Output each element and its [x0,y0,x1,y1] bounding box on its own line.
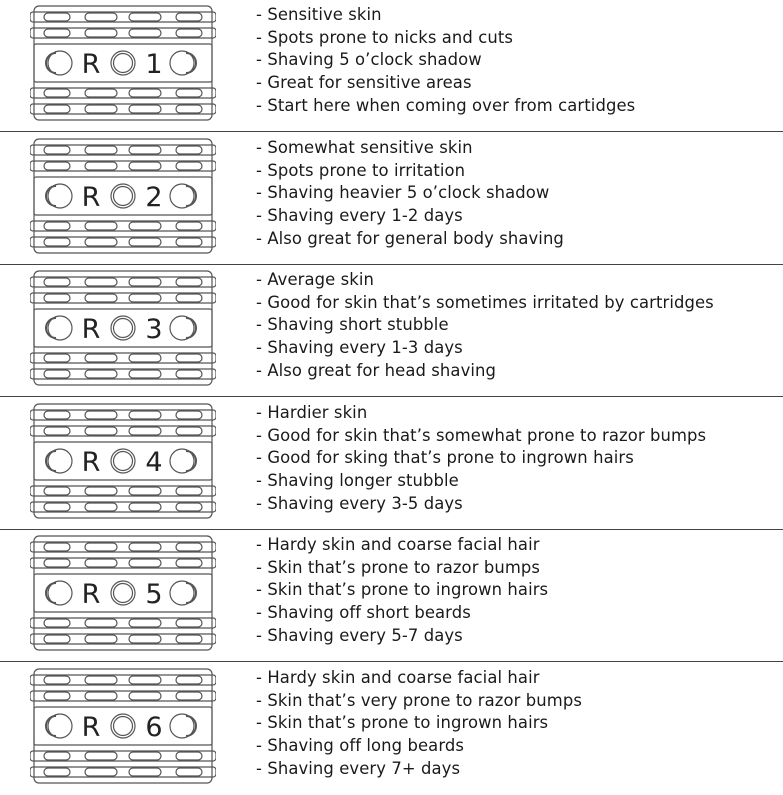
feature-item: - Spots prone to nicks and cuts [256,27,514,47]
feature-item: - Shaving off short beards [256,603,471,623]
feature-item: - Shaving every 1-2 days [256,206,463,226]
plate-row [0,398,783,530]
razor-plate-icon [30,137,216,255]
plate-prefix-label: R [81,49,101,80]
plate-row [0,265,783,397]
feature-item: - Somewhat sensitive skin [256,138,473,157]
feature-item: - Also great for general body shaving [256,228,564,248]
plate-number-label: 5 [145,579,163,610]
razor-plate-icon [30,534,216,652]
feature-item: - Skin that’s prone to ingrown hairs [256,713,549,733]
plate-number-label: 3 [145,314,163,345]
plate-number-label: 4 [145,447,163,478]
feature-item: - Skin that’s very prone to razor bumps [256,690,582,710]
feature-item: - Skin that’s prone to razor bumps [256,557,541,577]
plate-prefix-label: R [81,579,101,610]
feature-item: - Also great for head shaving [256,360,497,380]
feature-item: - Good for skin that’s somewhat prone to razor bumps [256,425,707,445]
razor-plate-icon [30,269,216,387]
plate-row [0,133,783,265]
feature-item: - Great for sensitive areas [256,73,472,93]
feature-list [256,402,706,516]
feature-item: - Skin that’s prone to ingrown hairs [256,580,549,600]
plate-number-label: 1 [145,49,163,80]
plate-prefix-label: R [81,314,101,345]
feature-item: - Spots prone to irritation [256,160,466,180]
feature-item: - Shaving every 3-5 days [256,493,463,513]
row-divider [0,661,783,662]
feature-list [256,667,582,781]
feature-item: - Shaving 5 o’clock shadow [256,50,482,70]
feature-item: - Shaving longer stubble [256,471,459,491]
razor-plate-icon [30,402,216,520]
feature-list [256,4,635,118]
feature-item: - Good for skin that’s sometimes irritated by cartridges [256,292,714,312]
row-divider [0,396,783,397]
feature-item: - Good for sking that’s prone to ingrown hairs [256,448,634,468]
feature-item: - Shaving off long beards [256,736,465,756]
feature-item: - Shaving every 1-3 days [256,338,463,358]
feature-item: - Start here when coming over from cartidges [256,95,636,115]
razor-plate-icon [30,4,216,122]
feature-item: - Shaving every 7+ days [256,758,461,778]
feature-item: - Sensitive skin [256,5,382,24]
feature-list [256,534,548,648]
plate-row [0,530,783,662]
feature-item: - Shaving short stubble [256,315,449,335]
feature-item: - Hardy skin and coarse facial hair [256,668,540,687]
row-divider [0,131,783,132]
plate-row [0,663,783,795]
plate-number-label: 2 [145,182,163,213]
feature-item: - Shaving heavier 5 o’clock shadow [256,183,550,203]
plate-prefix-label: R [81,182,101,213]
feature-item: - Shaving every 5-7 days [256,625,463,645]
feature-item: - Hardy skin and coarse facial hair [256,535,540,554]
feature-list [256,137,564,251]
feature-item: - Average skin [256,270,375,289]
plate-prefix-label: R [81,447,101,478]
feature-list [256,269,714,383]
plate-row [0,0,783,132]
plate-prefix-label: R [81,712,101,743]
plate-number-label: 6 [145,712,163,743]
razor-plate-icon [30,667,216,785]
feature-item: - Hardier skin [256,403,368,422]
